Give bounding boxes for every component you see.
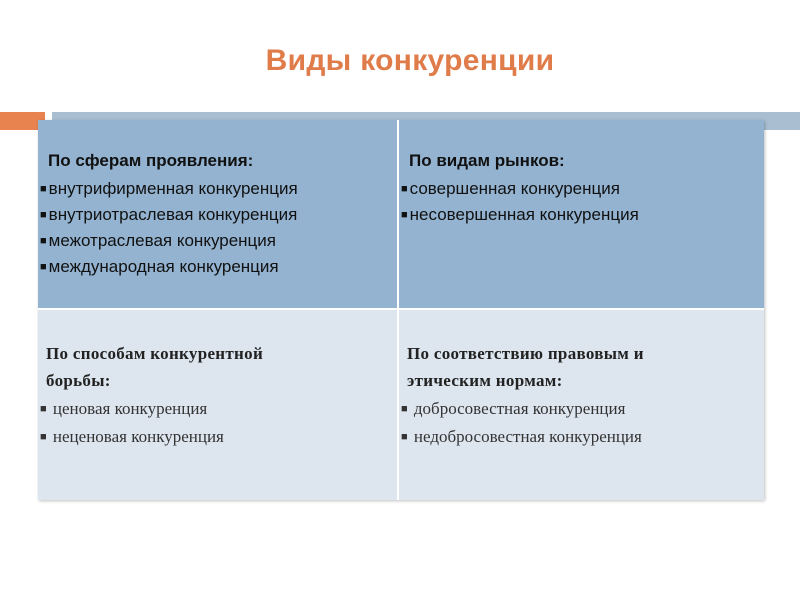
cell-list	[38, 395, 397, 451]
cell-heading: По соответствию правовым и этическим нормам:	[407, 344, 644, 390]
cell-heading: По сферам проявления:	[48, 151, 254, 170]
list-item: ■ межотраслевая конкуренция	[40, 231, 276, 250]
list-item: ■ международная конкуренция	[40, 257, 279, 276]
cell-heading: По способам конкурентной борьбы:	[46, 344, 264, 390]
square-bullet-icon: ■	[40, 183, 47, 195]
list-item: ■ внутрифирменная конкуренция	[40, 179, 298, 198]
square-bullet-icon: ■	[401, 183, 408, 195]
list-item: ■ добросовестная конкуренция	[401, 399, 626, 418]
square-bullet-icon: ■	[401, 209, 408, 221]
square-bullet-icon: ■	[401, 431, 408, 443]
cell-norms	[399, 310, 764, 500]
square-bullet-icon: ■	[40, 261, 47, 273]
square-bullet-icon: ■	[40, 235, 47, 247]
cell-heading: По видам рынков:	[409, 151, 565, 170]
list-item: ■ внутриотраслевая конкуренция	[40, 205, 298, 224]
square-bullet-icon: ■	[40, 209, 47, 221]
cell-list	[38, 176, 397, 280]
square-bullet-icon: ■	[40, 431, 47, 443]
competition-types-table	[38, 120, 764, 500]
list-item: ■ неценовая конкуренция	[40, 427, 224, 446]
list-item: ■ недобросовестная конкуренция	[401, 427, 642, 446]
square-bullet-icon: ■	[401, 403, 408, 415]
list-item: ■ ценовая конкуренция	[40, 399, 208, 418]
list-item: ■ совершенная конкуренция	[401, 179, 620, 198]
cell-spheres	[38, 120, 399, 310]
cell-markets	[399, 120, 764, 310]
cell-methods	[38, 310, 399, 500]
square-bullet-icon: ■	[40, 403, 47, 415]
slide-title: Виды конкуренции	[265, 44, 555, 77]
cell-list	[399, 395, 764, 451]
cell-list	[399, 176, 764, 228]
list-item: ■ несовершенная конкуренция	[401, 205, 639, 224]
